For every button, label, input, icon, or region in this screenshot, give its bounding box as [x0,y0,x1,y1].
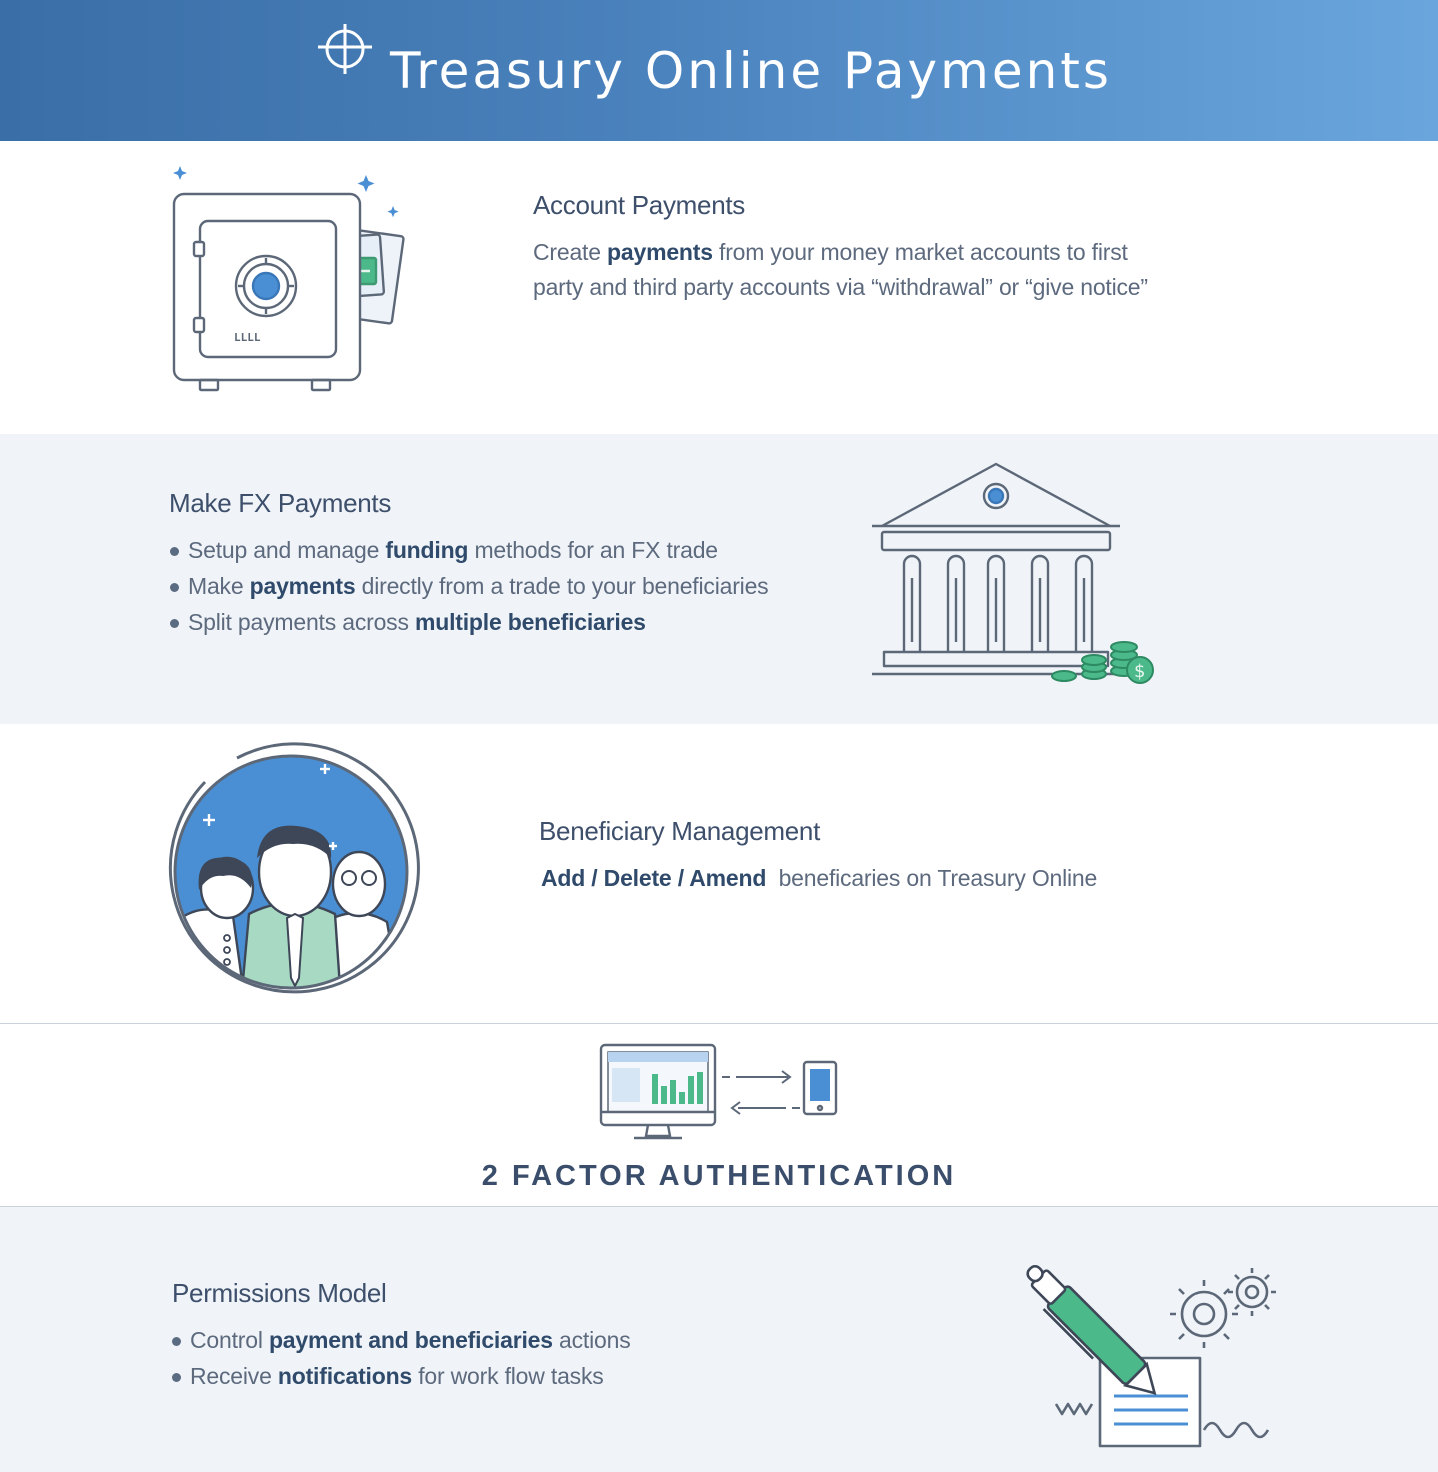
divider-top [0,1023,1438,1024]
account-payments-text-line-1: Create payments from your money market accounts to first [533,239,1128,265]
beneficiary-title: Beneficiary Management [539,816,820,846]
account-payments-text-line-2: party and third party accounts via “withdrawal” or “give notice” [533,274,1148,300]
beneficiary-text: Add / Delete / Amend beneficaries on Treasury Online [541,865,1098,891]
list-item: Setup and manage funding methods for an FX trade [169,532,768,568]
svg-text:LLLL: LLLL [234,331,261,344]
permissions-list [171,1322,631,1394]
list-item: Make payments directly from a trade to your beneficiaries [169,568,768,604]
page-title: Treasury Online Payments [390,42,1112,100]
account-payments-title: Account Payments [533,190,745,220]
crosshair-icon [316,22,374,76]
permissions-title: Permissions Model [172,1278,387,1308]
computer-phone-icon [598,1042,842,1144]
safe-icon [160,158,410,398]
list-item: Control payment and beneficiaries actions [171,1322,631,1358]
list-item: Split payments across multiple beneficiaries [169,604,768,640]
svg-text:$: $ [1134,661,1146,682]
fx-payments-list [169,532,768,640]
people-icon [165,742,425,1002]
two-factor-title: 2 FACTOR AUTHENTICATION [481,1160,957,1192]
pen-document-icon [1004,1244,1284,1456]
bank-icon [866,456,1166,692]
list-item: Receive notifications for work flow tasks [171,1358,631,1394]
fx-payments-title: Make FX Payments [169,488,392,518]
